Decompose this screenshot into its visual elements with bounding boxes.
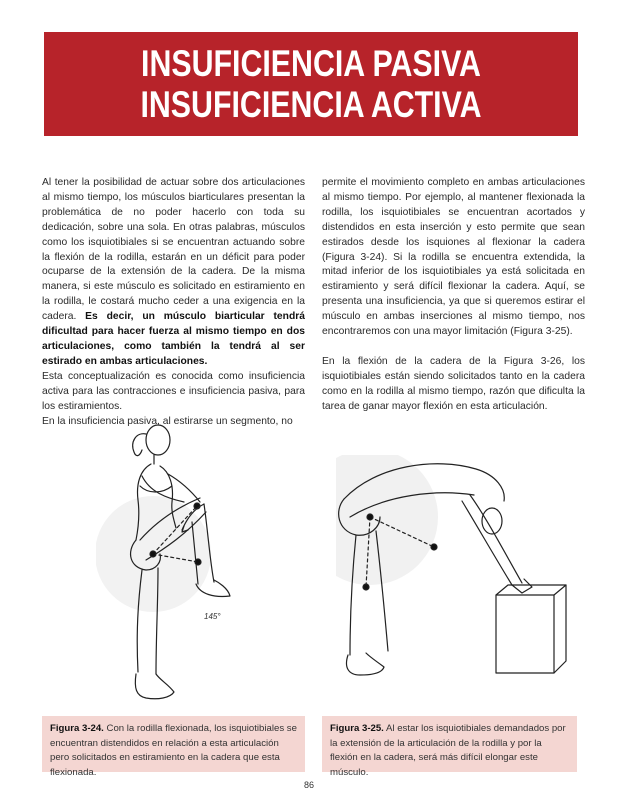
title-banner: [44, 32, 578, 136]
caption-right-text: Al estar los isquiotibiales demandados por la extensión de la articulación de la rodilla y por la flexión en la cadera, será más difícil elongar este músculo.: [330, 723, 566, 778]
caption-figure-3-24: [42, 716, 305, 778]
left-paragraph-2: Esta conceptualización es conocida como insuficiencia activa para las contracciones e insuficiencia pasiva, para los estiramientos.: [42, 370, 305, 412]
angle-label: 145°: [204, 612, 221, 621]
caption-figure-3-25: [322, 716, 577, 778]
left-paragraph-1-text: Al tener la posibilidad de actuar sobre dos articulaciones al mismo tiempo, los músculos biarticulares presentan la problemática de no poder hacerlo con toda su dedicación, sobre una sola. En otras palabras, músculos como los isquiotibiales si se encuentran actuando sobre la flexión de la rodilla, estarán en un déficit para poder ocuparse de la extensión de la cadera. De la misma manera, si este músculo es solicitado en estiramiento en la rodilla, le costará mucho ceder a una exigencia en la cadera.: [42, 177, 305, 323]
left-column: [42, 176, 305, 429]
right-column: [322, 176, 585, 415]
caption-left-label: Figura 3-24.: [50, 723, 104, 734]
page-number: 86: [303, 780, 314, 790]
caption-right-label: Figura 3-25.: [330, 723, 384, 734]
caption-left-text: Con la rodilla flexionada, los isquiotibiales se encuentran distendidos en relación a esta articulación pero solicitados en estiramiento en la cadera que esta flexionada.: [50, 723, 297, 778]
left-paragraph-1-bold: Es decir, un músculo biarticular tendrá dificultad para hacer fuerza al mismo tiempo en dos articulaciones, como también la tendrá al ser estirado en ambas articulaciones.: [42, 311, 305, 367]
right-paragraph-1: permite el movimiento completo en ambas articulaciones al mismo tiempo. Por ejemplo, al mantener flexionada la rodilla, los isquiotibiales se encuentran acortados y distendidos en esta inserción y esto permite que sean estirados desde los isquiones al flexionar la cadera (Figura 3-24). Si la rodilla se encuentra extendida, la mitad inferior de los isquiotibiales ya está solicitada en estiramiento y será difícil flexionar la cadera. Aquí, se presenta una insuficiencia, ya que si queremos estirar el músculo en ambas inserciones al mismo tiempo, nos encontraremos con una mayor limitación (Figura 3-25).: [322, 177, 585, 338]
left-paragraph-1: [42, 176, 305, 370]
title-line-1: INSUFICIENCIA PASIVA: [141, 43, 481, 84]
figure-3-24-illustration: [96, 412, 266, 710]
left-paragraph-3: En la insuficiencia pasiva, al estirarse un segmento, no: [42, 415, 293, 427]
title-line-2: INSUFICIENCIA ACTIVA: [140, 84, 482, 125]
right-paragraph-2: En la flexión de la cadera de la Figura 3-26, los isquiotibiales están siendo solicitados tanto en la cadera como en la rodilla al mismo tiempo, razón que dificulta la tarea de ganar mayor flexión en esta articulación.: [322, 355, 585, 412]
figure-3-25-illustration: [336, 455, 576, 683]
